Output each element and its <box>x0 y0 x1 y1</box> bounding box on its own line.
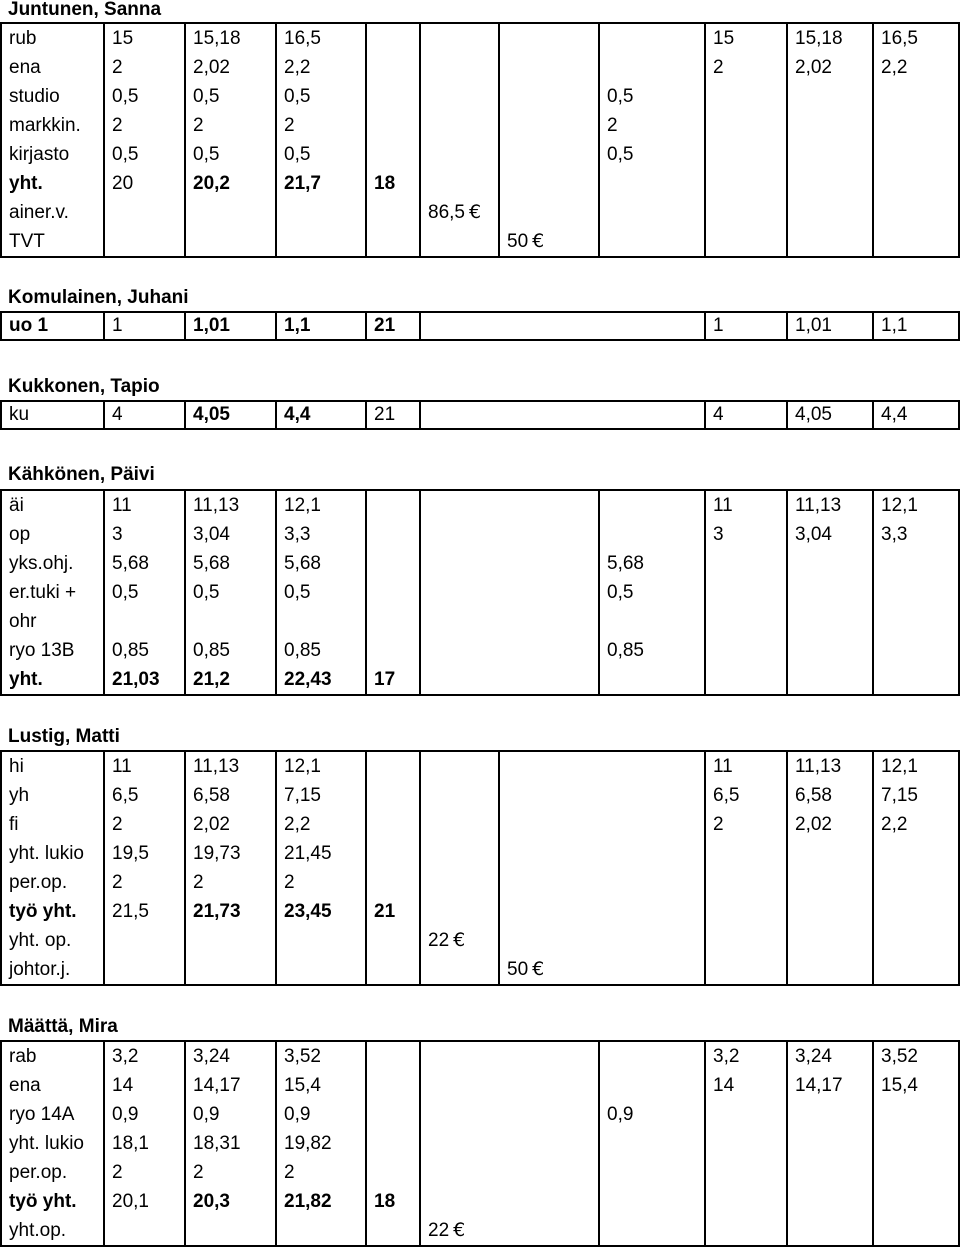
value-cell <box>374 227 419 256</box>
value-cell: 16,5 <box>881 28 918 49</box>
value-cell: 3,52 <box>881 1046 918 1067</box>
value-cell <box>607 665 704 694</box>
value-cell: 0,5 <box>112 144 139 165</box>
value-cell: 12,1 <box>284 756 321 777</box>
value-cell: 6,58 <box>795 785 832 806</box>
money-value: 22 <box>428 1220 450 1241</box>
money-value: 50 <box>507 231 529 252</box>
value-cell: 7,15 <box>881 785 918 806</box>
row-label: kirjasto <box>9 144 70 165</box>
table-row <box>1 23 959 257</box>
value-cell <box>112 607 184 636</box>
euro-icon: € <box>532 958 545 980</box>
money-cell <box>507 227 598 256</box>
value-cell <box>374 198 419 227</box>
value-column <box>787 23 873 257</box>
value-cell: 11 <box>112 756 132 777</box>
value-cell: 2,02 <box>795 57 832 78</box>
money-cell <box>428 1216 598 1245</box>
money-value: 86,5 <box>428 202 465 223</box>
value-column <box>185 23 276 257</box>
value-cell: 14 <box>713 1075 735 1096</box>
value-cell: 19,82 <box>284 1133 332 1154</box>
value-cell: 2 <box>607 115 618 136</box>
row-label: äi <box>9 495 24 516</box>
value-cell: 21 <box>374 901 396 922</box>
euro-icon: € <box>453 1219 466 1241</box>
value-cell <box>284 607 365 636</box>
value-column <box>104 490 185 695</box>
value-column <box>366 490 420 695</box>
value-cell: 4 <box>705 401 787 429</box>
value-cell: 21 <box>366 401 420 429</box>
money-column <box>420 1041 599 1246</box>
value-cell: 21,82 <box>284 1191 332 1212</box>
table-row <box>1 751 959 985</box>
value-cell: 1 <box>705 312 787 340</box>
value-cell <box>607 24 704 53</box>
row-label: per.op. <box>9 1162 68 1183</box>
value-cell: 22,43 <box>284 669 332 690</box>
value-cell: 0,5 <box>193 582 220 603</box>
value-cell: 20,1 <box>112 1191 149 1212</box>
value-cell: 11,13 <box>795 756 842 777</box>
value-column <box>787 1041 873 1246</box>
row-label: rab <box>9 1046 37 1067</box>
money-cell <box>507 955 704 984</box>
value-cell: 0,5 <box>112 86 139 107</box>
value-cell: 2,2 <box>284 814 311 835</box>
value-column <box>599 490 705 695</box>
row-label: uo 1 <box>1 312 104 340</box>
value-column <box>787 751 873 985</box>
value-column <box>366 751 420 985</box>
money-column <box>420 23 499 257</box>
value-cell: 16,5 <box>284 28 321 49</box>
value-cell: 0,5 <box>607 582 634 603</box>
value-cell: 0,9 <box>112 1104 139 1125</box>
value-cell: 5,68 <box>112 553 149 574</box>
euro-icon: € <box>532 230 545 252</box>
value-cell: 2,02 <box>795 814 832 835</box>
value-cell: 11 <box>713 756 733 777</box>
value-cell: 4,05 <box>787 401 873 429</box>
value-cell: 5,68 <box>284 553 321 574</box>
value-cell: 18 <box>374 1191 396 1212</box>
value-cell: 2 <box>713 814 724 835</box>
value-cell: 14 <box>112 1075 134 1096</box>
value-cell: 0,5 <box>193 144 220 165</box>
value-cell: 14,17 <box>795 1075 843 1096</box>
row-label: yht. <box>9 173 43 194</box>
value-cell: 2,2 <box>881 814 908 835</box>
value-cell: 3,04 <box>795 524 832 545</box>
value-cell: 2 <box>112 115 123 136</box>
value-cell: 2 <box>112 872 123 893</box>
value-cell: 3,24 <box>795 1046 832 1067</box>
table-maatta <box>0 1040 960 1247</box>
value-cell: 11 <box>112 495 132 516</box>
value-cell: 21,7 <box>284 173 321 194</box>
value-cell: 1,01 <box>787 312 873 340</box>
value-cell: 11,13 <box>193 756 240 777</box>
value-column <box>873 490 959 695</box>
row-labels <box>1 751 104 985</box>
value-cell <box>374 53 419 82</box>
value-column <box>366 23 420 257</box>
value-column <box>104 751 185 985</box>
value-column <box>185 751 276 985</box>
value-cell: 0,9 <box>607 1104 634 1125</box>
value-cell: 0,9 <box>193 1104 220 1125</box>
value-column <box>787 490 873 695</box>
table-komulainen <box>0 311 960 341</box>
value-cell: 6,5 <box>713 785 740 806</box>
value-cell: 19,73 <box>193 843 241 864</box>
value-cell: 3,24 <box>193 1046 230 1067</box>
value-cell: 2,2 <box>284 57 311 78</box>
row-label: TVT <box>9 231 45 252</box>
row-label: yht. op. <box>9 930 72 951</box>
section-title-komulainen: Komulainen, Juhani <box>8 287 189 308</box>
value-column <box>185 1041 276 1246</box>
value-cell: 0,5 <box>193 86 220 107</box>
euro-icon: € <box>453 929 466 951</box>
table-lustig <box>0 750 960 986</box>
value-cell: 23,45 <box>284 901 332 922</box>
value-cell: 21,45 <box>284 843 332 864</box>
row-label: hi <box>9 756 24 777</box>
money-cell <box>428 198 498 227</box>
value-cell: 4,4 <box>873 401 959 429</box>
value-column <box>185 490 276 695</box>
value-column <box>104 1041 185 1246</box>
value-cell: 15,18 <box>795 28 843 49</box>
row-label: markkin. <box>9 115 81 136</box>
value-cell <box>420 312 705 340</box>
row-label: yh <box>9 785 30 806</box>
euro-icon: € <box>468 201 482 223</box>
section-title-kahkonen: Kähkönen, Päivi <box>8 464 155 485</box>
value-cell: 2,02 <box>193 814 230 835</box>
value-cell: 7,15 <box>284 785 321 806</box>
value-column <box>599 1041 705 1246</box>
value-cell: 18,1 <box>112 1133 149 1154</box>
row-label: työ yht. <box>9 901 77 922</box>
row-labels <box>1 1041 104 1246</box>
row-label: ena <box>9 1075 41 1096</box>
value-cell: 12,1 <box>881 495 918 516</box>
row-label: yht. lukio <box>9 1133 84 1154</box>
value-cell: 3,3 <box>284 524 311 545</box>
value-cell: 2 <box>713 57 724 78</box>
value-cell: 20 <box>112 173 134 194</box>
value-column <box>705 751 787 985</box>
value-cell <box>607 169 704 198</box>
money-value: 22 <box>428 930 450 951</box>
value-cell: 17 <box>374 669 396 690</box>
row-label: ainer.v. <box>9 202 69 223</box>
row-label: ena <box>9 57 41 78</box>
money-value: 50 <box>507 959 529 980</box>
empty-cell <box>420 490 599 695</box>
section-title-maatta: Määttä, Mira <box>8 1016 118 1037</box>
row-label: yht.op. <box>9 1220 67 1241</box>
value-column <box>276 751 366 985</box>
money-column <box>499 23 599 257</box>
value-cell: 2,2 <box>881 57 908 78</box>
value-cell: 4,05 <box>185 401 276 429</box>
value-column <box>873 751 959 985</box>
value-cell: 15,18 <box>193 28 241 49</box>
value-cell: 3,2 <box>112 1046 139 1067</box>
value-cell: 0,85 <box>284 640 321 661</box>
value-cell <box>193 227 275 256</box>
value-cell: 11,13 <box>193 495 240 516</box>
value-cell: 21 <box>366 312 420 340</box>
row-label: työ yht. <box>9 1191 77 1212</box>
value-cell: 21,03 <box>112 669 160 690</box>
value-cell <box>420 401 705 429</box>
row-label: ohr <box>9 611 37 632</box>
value-column <box>366 1041 420 1246</box>
value-cell <box>607 53 704 82</box>
value-cell: 2 <box>284 872 295 893</box>
money-cell <box>428 926 498 955</box>
row-label: yht. <box>9 669 43 690</box>
value-cell <box>374 82 419 111</box>
value-cell: 0,85 <box>193 640 230 661</box>
value-cell: 19,5 <box>112 843 149 864</box>
value-column <box>276 23 366 257</box>
value-column <box>873 1041 959 1246</box>
value-cell: 15,4 <box>881 1075 918 1096</box>
value-cell: 0,5 <box>284 86 311 107</box>
value-cell: 0,5 <box>607 144 634 165</box>
value-column <box>705 23 787 257</box>
value-cell <box>112 198 184 227</box>
row-labels <box>1 23 104 257</box>
value-cell: 3 <box>713 524 724 545</box>
value-cell: 4,4 <box>276 401 366 429</box>
value-cell: 2 <box>112 57 123 78</box>
value-column <box>104 23 185 257</box>
value-cell: 0,85 <box>607 640 644 661</box>
value-cell: 3 <box>112 524 123 545</box>
value-cell <box>284 227 365 256</box>
value-cell: 0,5 <box>112 582 139 603</box>
value-cell: 6,58 <box>193 785 230 806</box>
value-cell: 14,17 <box>193 1075 241 1096</box>
value-cell: 3,3 <box>881 524 908 545</box>
row-label: fi <box>9 814 19 835</box>
value-cell <box>374 111 419 140</box>
value-column <box>705 1041 787 1246</box>
value-cell: 11,13 <box>795 495 842 516</box>
table-kahkonen <box>0 489 960 696</box>
value-cell <box>607 520 704 549</box>
value-cell: 4 <box>104 401 185 429</box>
value-cell: 2 <box>112 1162 123 1183</box>
value-cell: 3,2 <box>713 1046 740 1067</box>
table-row <box>1 401 959 429</box>
value-cell: 3,04 <box>193 524 230 545</box>
table-juntunen <box>0 22 960 258</box>
section-title-juntunen: Juntunen, Sanna <box>8 0 162 20</box>
value-cell: 3,52 <box>284 1046 321 1067</box>
table-row <box>1 312 959 340</box>
value-cell <box>193 607 275 636</box>
value-cell: 15 <box>713 28 735 49</box>
value-cell: 1,1 <box>873 312 959 340</box>
value-cell: 12,1 <box>881 756 918 777</box>
value-cell: 0,5 <box>607 86 634 107</box>
value-cell: 21,73 <box>193 901 241 922</box>
value-cell: 2,02 <box>193 57 230 78</box>
value-cell: 2 <box>284 115 295 136</box>
value-cell: 2 <box>112 814 123 835</box>
value-column <box>599 23 705 257</box>
row-label: ryo 13B <box>9 640 75 661</box>
value-cell: 18,31 <box>193 1133 241 1154</box>
value-cell: 1 <box>104 312 185 340</box>
row-label: per.op. <box>9 872 68 893</box>
row-label: er.tuki + <box>9 582 77 603</box>
value-cell: 11 <box>713 495 733 516</box>
value-cell: 15 <box>112 28 134 49</box>
row-label: johtor.j. <box>9 959 71 980</box>
value-cell: 20,2 <box>193 173 230 194</box>
value-cell: 12,1 <box>284 495 321 516</box>
value-cell: 1,1 <box>276 312 366 340</box>
table-kukkonen <box>0 400 960 430</box>
value-column <box>276 490 366 695</box>
value-cell <box>112 227 184 256</box>
value-column <box>873 23 959 257</box>
value-cell: 20,3 <box>193 1191 230 1212</box>
value-column <box>276 1041 366 1246</box>
table-row <box>1 1041 959 1246</box>
value-cell: 1,01 <box>185 312 276 340</box>
row-label: yks.ohj. <box>9 553 74 574</box>
value-cell: 2 <box>284 1162 295 1183</box>
value-cell: 0,9 <box>284 1104 311 1125</box>
money-column <box>499 751 705 985</box>
value-cell <box>607 227 704 256</box>
row-label: studio <box>9 86 60 107</box>
table-row <box>1 490 959 695</box>
value-cell <box>284 198 365 227</box>
value-cell: 2 <box>193 1162 204 1183</box>
value-cell <box>607 491 704 520</box>
row-label: op <box>9 524 31 545</box>
value-cell: 5,68 <box>607 553 644 574</box>
row-label: ryo 14A <box>9 1104 75 1125</box>
value-cell <box>374 140 419 169</box>
value-cell: 21,2 <box>193 669 230 690</box>
value-cell: 0,85 <box>112 640 149 661</box>
section-title-kukkonen: Kukkonen, Tapio <box>8 376 160 397</box>
row-labels <box>1 490 104 695</box>
section-title-lustig: Lustig, Matti <box>8 726 120 747</box>
value-cell: 6,5 <box>112 785 139 806</box>
value-cell: 0,5 <box>284 582 311 603</box>
value-cell <box>193 198 275 227</box>
value-cell: 15,4 <box>284 1075 321 1096</box>
row-label: yht. lukio <box>9 843 84 864</box>
value-cell: 2 <box>193 115 204 136</box>
value-cell <box>374 24 419 53</box>
value-cell <box>607 198 704 227</box>
value-column <box>705 490 787 695</box>
row-label: ku <box>1 401 104 429</box>
value-cell: 0,5 <box>284 144 311 165</box>
row-label: rub <box>9 28 37 49</box>
value-cell: 2 <box>193 872 204 893</box>
money-column <box>420 751 499 985</box>
value-cell <box>607 607 704 636</box>
value-cell: 21,5 <box>112 901 149 922</box>
value-cell: 5,68 <box>193 553 230 574</box>
value-cell: 18 <box>374 173 396 194</box>
